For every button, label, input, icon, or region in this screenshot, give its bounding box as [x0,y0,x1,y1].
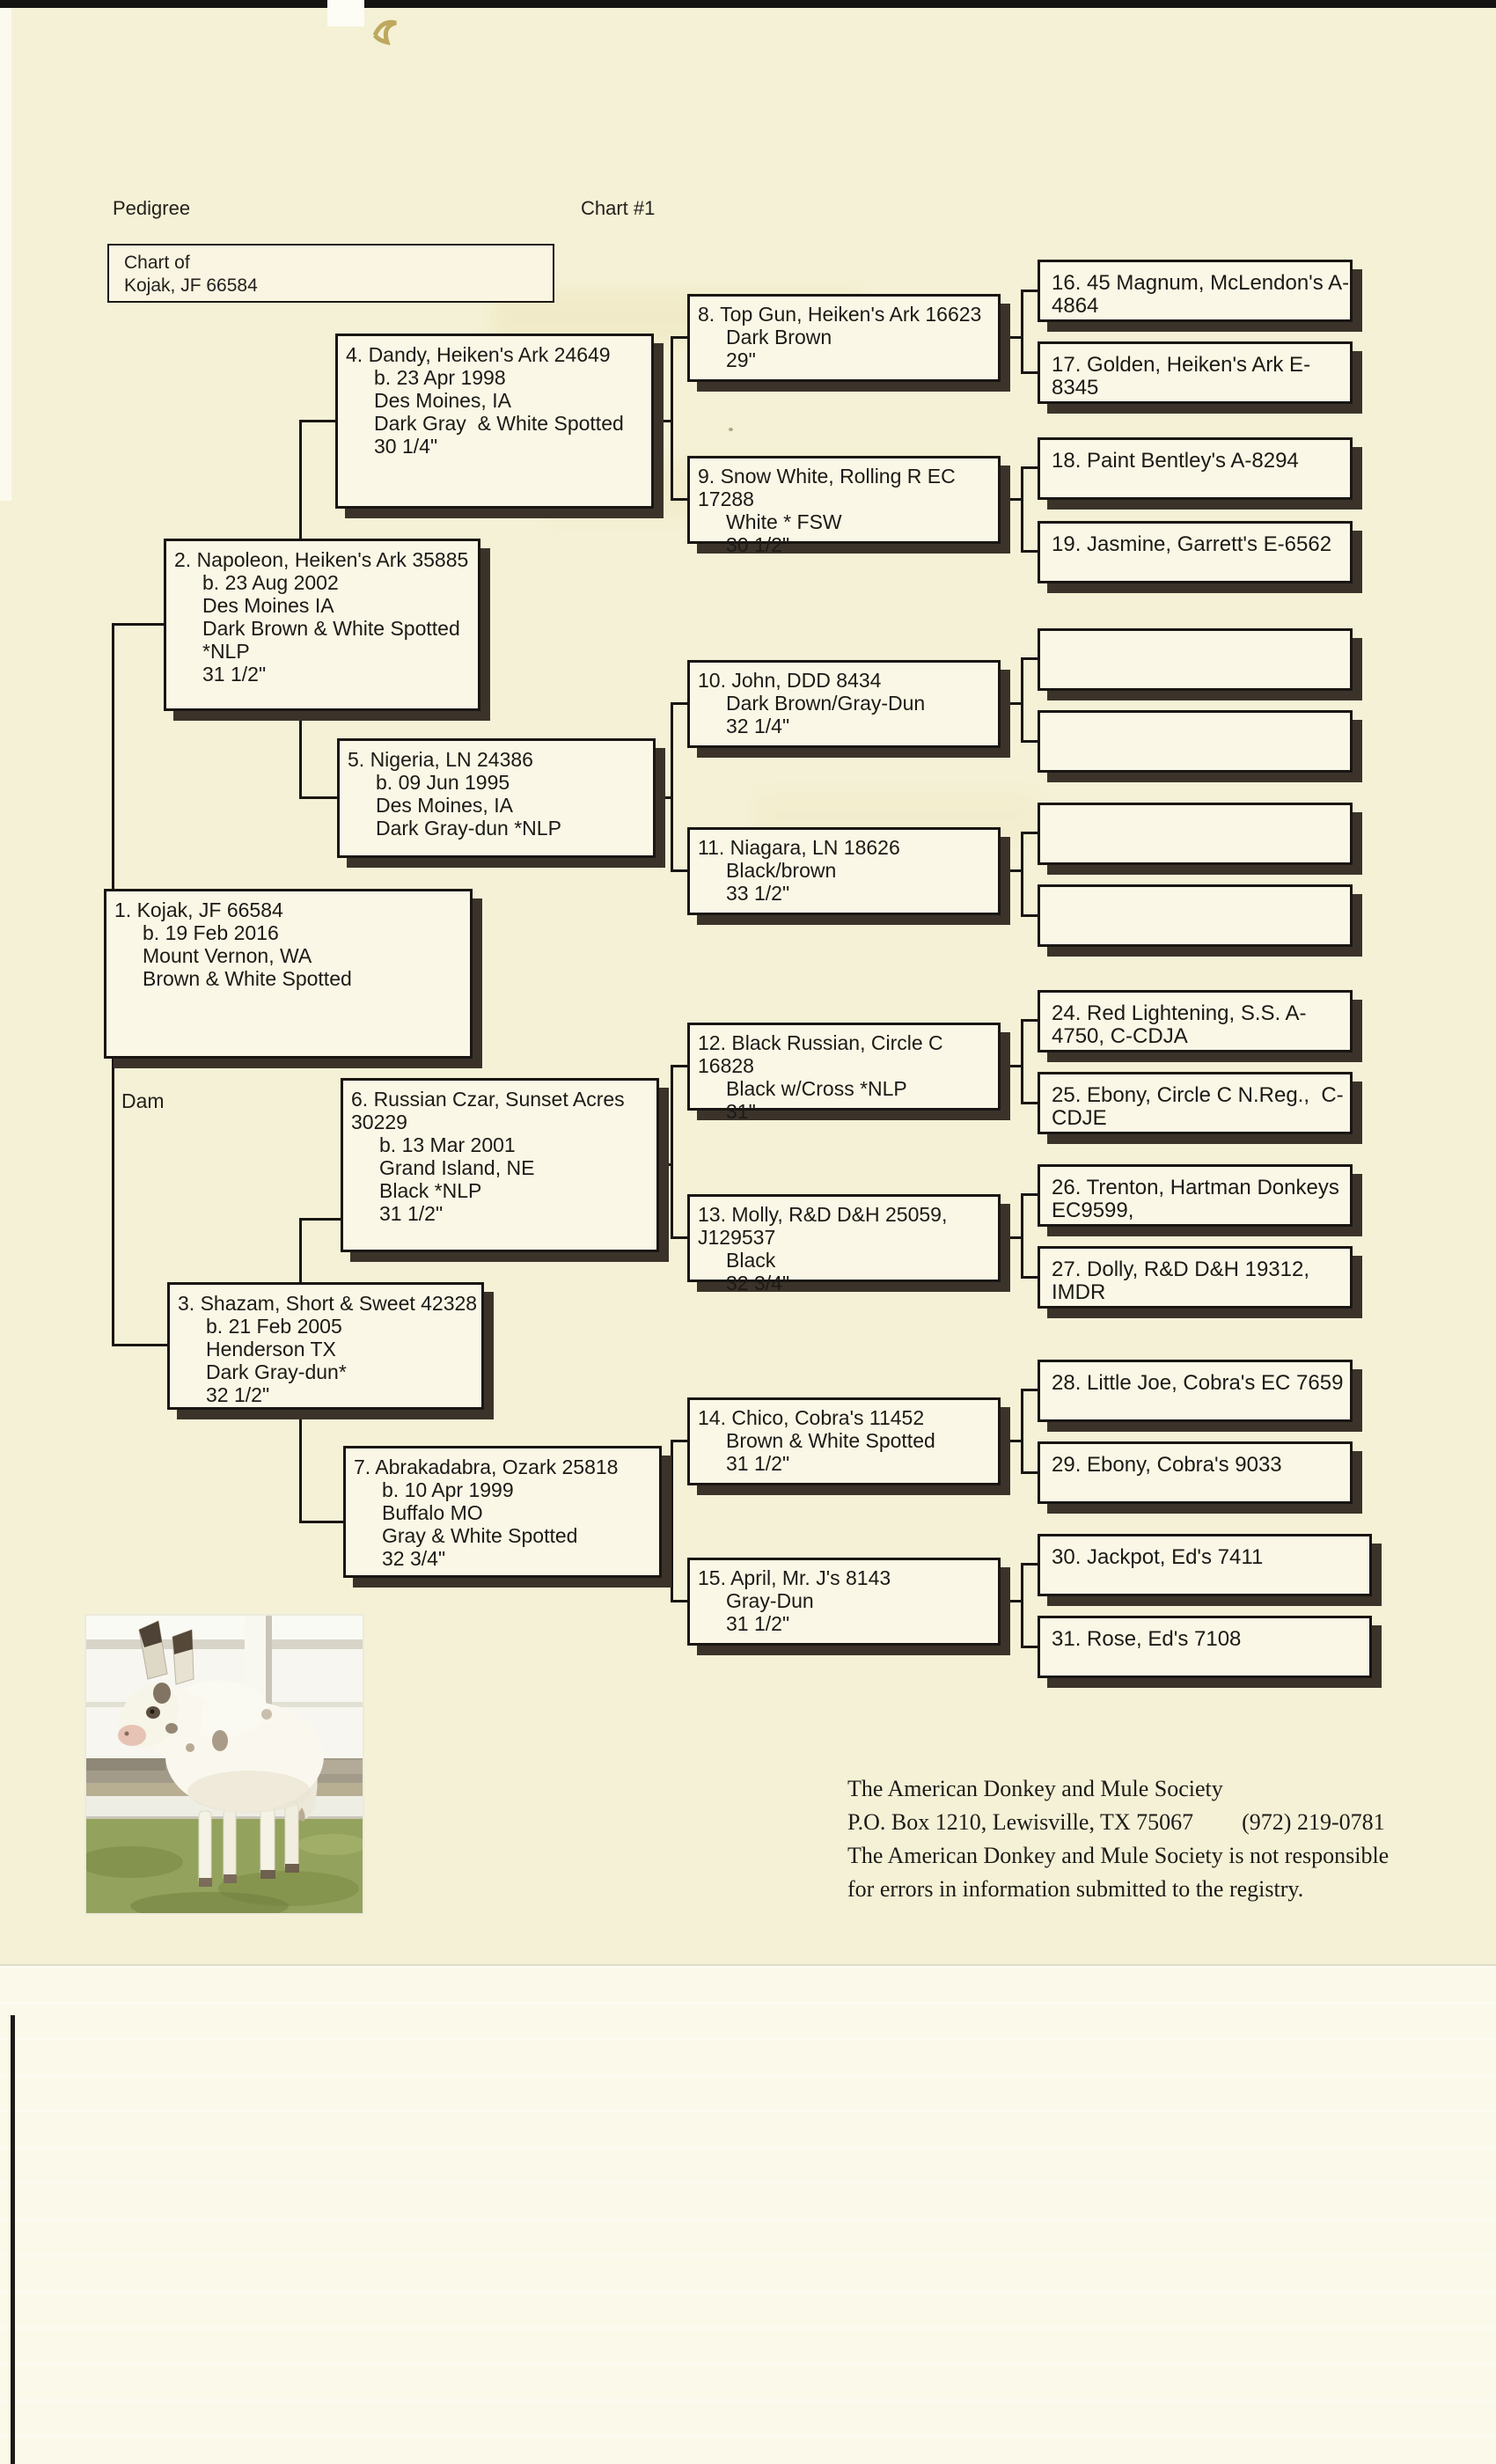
connector-line [654,420,671,422]
scan-white-notch [327,0,364,26]
pedigree-box-16 [1038,260,1353,322]
connector-line [671,498,687,501]
color-desc: Dark Gray-dun* [206,1360,347,1383]
animal-name: 7. Abrakadabra, Ozark 25818 [354,1456,619,1478]
pedigree-box-30 [1038,1534,1372,1596]
dust-speck [729,428,733,431]
connector-line [299,420,335,422]
color-desc: Black w/Cross *NLP [726,1077,907,1100]
pedigree-box-14 [687,1397,1001,1485]
connector-line [1021,1276,1038,1279]
animal-name: 9. Snow White, Rolling R EC 17288 [698,465,962,510]
color-desc: Dark Brown [726,326,832,348]
pedigree-box-9 [687,456,1001,556]
society-phone: (972) 219-0781 [1242,1809,1385,1835]
connector-line [299,1218,341,1221]
connector-line [1021,1563,1023,1648]
birth-date: b. 23 Apr 1998 [374,366,506,389]
connector-line [1001,1600,1021,1602]
birth-place: Des Moines, IA [376,794,513,817]
animal-name: 18. Paint Bentley's A-8294 [1052,449,1299,473]
pedigree-box-18 [1038,437,1353,500]
connector-line [1021,1019,1038,1022]
pedigree-box-26 [1038,1164,1353,1227]
connector-line [1021,1193,1023,1279]
pedigree-box-31 [1038,1616,1372,1678]
connector-line [1021,1471,1038,1474]
color-desc: Black/brown [726,859,837,882]
connector-line [1021,657,1038,660]
animal-name: 24. Red Lightening, S.S. A-4750, C-CDJA [1052,1001,1307,1048]
connector-line [1021,1193,1038,1196]
animal-name: 6. Russian Czar, Sunset Acres 30229 [351,1088,631,1133]
society-address: P.O. Box 1210, Lewisville, TX 75067 [847,1809,1194,1835]
height: 31 1/2" [726,1612,790,1635]
color-desc: Dark Gray-dun *NLP [376,817,561,840]
connector-line [671,1440,673,1602]
animal-name: 1. Kojak, JF 66584 [114,898,283,921]
animal-name: 25. Ebony, Circle C N.Reg., C-CDJE [1052,1083,1344,1130]
animal-name: 2. Napoleon, Heiken's Ark 35885 [174,548,469,571]
connector-line [671,336,687,339]
pedigree-box-21-empty [1038,710,1353,773]
animal-name: 15. April, Mr. J's 8143 [698,1566,891,1589]
color-desc: Black [726,1249,776,1272]
pedigree-box-15 [687,1558,1001,1646]
connector-line [112,623,164,626]
birth-date: b. 19 Feb 2016 [143,921,279,944]
connector-line [1021,1019,1023,1104]
animal-name: 10. John, DDD 8434 [698,669,882,692]
connector-line [299,1218,302,1284]
connector-line [1001,702,1021,705]
height: 32 1/4" [726,715,790,737]
connector-line [671,869,687,872]
animal-name: 12. Black Russian, Circle C 16828 [698,1031,950,1077]
pedigree-box-19 [1038,521,1353,583]
animal-name: 29. Ebony, Cobra's 9033 [1052,1453,1282,1477]
birth-place: Henderson TX [206,1338,336,1360]
dam-label: Dam [121,1089,165,1112]
height: 30 1/2" [726,533,790,556]
pedigree-title: Pedigree [113,197,191,219]
society-name: The American Donkey and Mule Society [847,1776,1223,1801]
connector-line [1021,371,1038,374]
donkey-photo [86,1616,363,1913]
birth-date: b. 09 Jun 1995 [376,771,510,794]
connector-line [1001,336,1021,339]
connector-line [671,336,673,501]
height: 32 1/2" [206,1383,270,1406]
height: 32 3/4" [382,1547,446,1570]
animal-name: 28. Little Joe, Cobra's EC 7659 [1052,1371,1344,1395]
pedigree-box-29 [1038,1441,1353,1504]
pedigree-box-27 [1038,1246,1353,1309]
connector-line [1021,740,1038,743]
birth-date: b. 23 Aug 2002 [202,571,339,594]
animal-name: 13. Molly, R&D D&H 25059, J129537 [698,1203,953,1249]
society-address-row [847,1806,1389,1839]
pedigree-box-8 [687,294,1001,382]
animal-name: 17. Golden, Heiken's Ark E-8345 [1052,353,1311,400]
scanner-lower-sheet [0,1964,1496,2464]
birth-date: b. 13 Mar 2001 [379,1133,516,1156]
color-desc: Brown & White Spotted [726,1429,935,1452]
connector-line [299,420,302,540]
animal-name: 14. Chico, Cobra's 11452 [698,1406,925,1429]
animal-name: 4. Dandy, Heiken's Ark 24649 [346,343,611,366]
pedigree-box-4 [335,334,654,509]
connector-line [1021,832,1023,917]
chart-number-label: Chart #1 [581,197,656,219]
pedigree-box-28 [1038,1360,1353,1422]
connector-line [1001,1065,1021,1067]
connector-line [1021,1646,1038,1648]
ink-squiggle-mark [370,9,410,52]
connector-line [1021,914,1038,917]
connector-line [112,1344,167,1346]
birth-date: b. 21 Feb 2005 [206,1315,342,1338]
scan-edge-bar [0,0,1496,8]
animal-name: 5. Nigeria, LN 24386 [348,748,533,771]
donkey-photo-illustration [86,1616,363,1913]
pedigree-box-3-dam [167,1282,484,1410]
connector-line [1001,1236,1021,1239]
pedigree-box-11 [687,827,1001,915]
animal-name: 16. 45 Magnum, McLendon's A-4864 [1052,271,1350,318]
connector-line [1021,1563,1038,1566]
pedigree-box-24 [1038,990,1353,1052]
animal-name: 27. Dolly, R&D D&H 19312, IMDR [1052,1258,1316,1304]
connector-line [662,1510,671,1513]
connector-line [299,709,302,799]
pedigree-box-25 [1038,1072,1353,1134]
registry-footer [847,1772,1389,1906]
pedigree-box-13 [687,1194,1001,1294]
birth-place: Buffalo MO [382,1501,483,1524]
height: 31 1/2" [726,1452,790,1475]
birth-date: b. 10 Apr 1999 [382,1478,514,1501]
color-desc: Gray-Dun [726,1589,814,1612]
color-desc: Dark Gray & White Spotted [374,412,624,435]
birth-place: Grand Island, NE [379,1156,535,1179]
color-desc: Black *NLP [379,1179,482,1202]
pedigree-box-17 [1038,341,1353,404]
height: 31 1/2" [202,663,267,686]
connector-line [1021,1102,1038,1104]
connector-line [671,702,687,705]
color-desc: Brown & White Spotted [143,967,352,990]
pedigree-box-2-sire [164,539,480,711]
animal-name: 30. Jackpot, Ed's 7411 [1052,1545,1264,1569]
pedigree-box-7 [343,1446,662,1578]
connector-line [1001,869,1021,872]
connector-line [656,796,671,799]
connector-line [1021,290,1038,292]
birth-place: Des Moines IA [202,594,334,617]
connector-line [299,1521,343,1523]
connector-line [1021,1389,1023,1474]
scan-lower-edge-line [11,2015,15,2464]
animal-name: 8. Top Gun, Heiken's Ark 16623 [698,303,982,326]
color-desc: White * FSW [726,510,842,533]
animal-name: 31. Rose, Ed's 7108 [1052,1627,1242,1651]
pedigree-box-1-subject [104,889,473,1059]
connector-line [1021,657,1023,743]
connector-line [1021,466,1038,469]
connector-line [299,796,337,799]
height: 33 1/2" [726,882,790,905]
chart-of-label: Chart of [124,253,190,273]
connector-line [671,1440,687,1442]
animal-name: 26. Trenton, Hartman Donkeys EC9599, [1052,1176,1346,1222]
animal-name: 3. Shazam, Short & Sweet 42328 [178,1292,478,1315]
animal-name: 11. Niagara, LN 18626 [698,836,900,859]
connector-line [1021,832,1038,834]
connector-line [671,1065,687,1067]
connector-line [1021,290,1023,374]
color-desc: Dark Brown & White Spotted *NLP [202,617,466,663]
scan-left-strip [0,8,11,501]
height: 31" [726,1100,756,1123]
pedigree-box-10 [687,660,1001,748]
height: 32 3/4" [726,1272,790,1294]
disclaimer-line-2: for errors in information submitted to the registry. [847,1876,1304,1902]
connector-line [671,1065,673,1239]
connector-line [671,702,673,872]
birth-place: Mount Vernon, WA [143,944,312,967]
connector-line [1001,498,1021,501]
pedigree-box-6 [341,1078,659,1252]
height: 29" [726,348,756,371]
pedigree-box-5 [337,738,656,858]
height: 30 1/4" [374,435,438,458]
color-desc: Dark Brown/Gray-Dun [726,692,926,715]
connector-line [1021,466,1023,553]
connector-line [671,1600,687,1602]
chart-of-subject: Kojak, JF 66584 [124,275,258,296]
pedigree-box-20-empty [1038,628,1353,691]
pedigree-box-12 [687,1023,1001,1123]
connector-line [659,1163,671,1166]
pedigree-box-23-empty [1038,884,1353,947]
connector-line [671,1236,687,1239]
birth-place: Des Moines, IA [374,389,511,412]
animal-name: 19. Jasmine, Garrett's E-6562 [1052,532,1332,556]
connector-line [1001,1440,1021,1442]
connector-line [1021,1389,1038,1391]
connector-line [1021,550,1038,553]
color-desc: Gray & White Spotted [382,1524,578,1547]
connector-line [299,1408,302,1523]
disclaimer-line-1: The American Donkey and Mule Society is not responsible [847,1843,1390,1868]
height: 31 1/2" [379,1202,444,1225]
chart-of-box [107,244,554,303]
pedigree-box-22-empty [1038,803,1353,865]
